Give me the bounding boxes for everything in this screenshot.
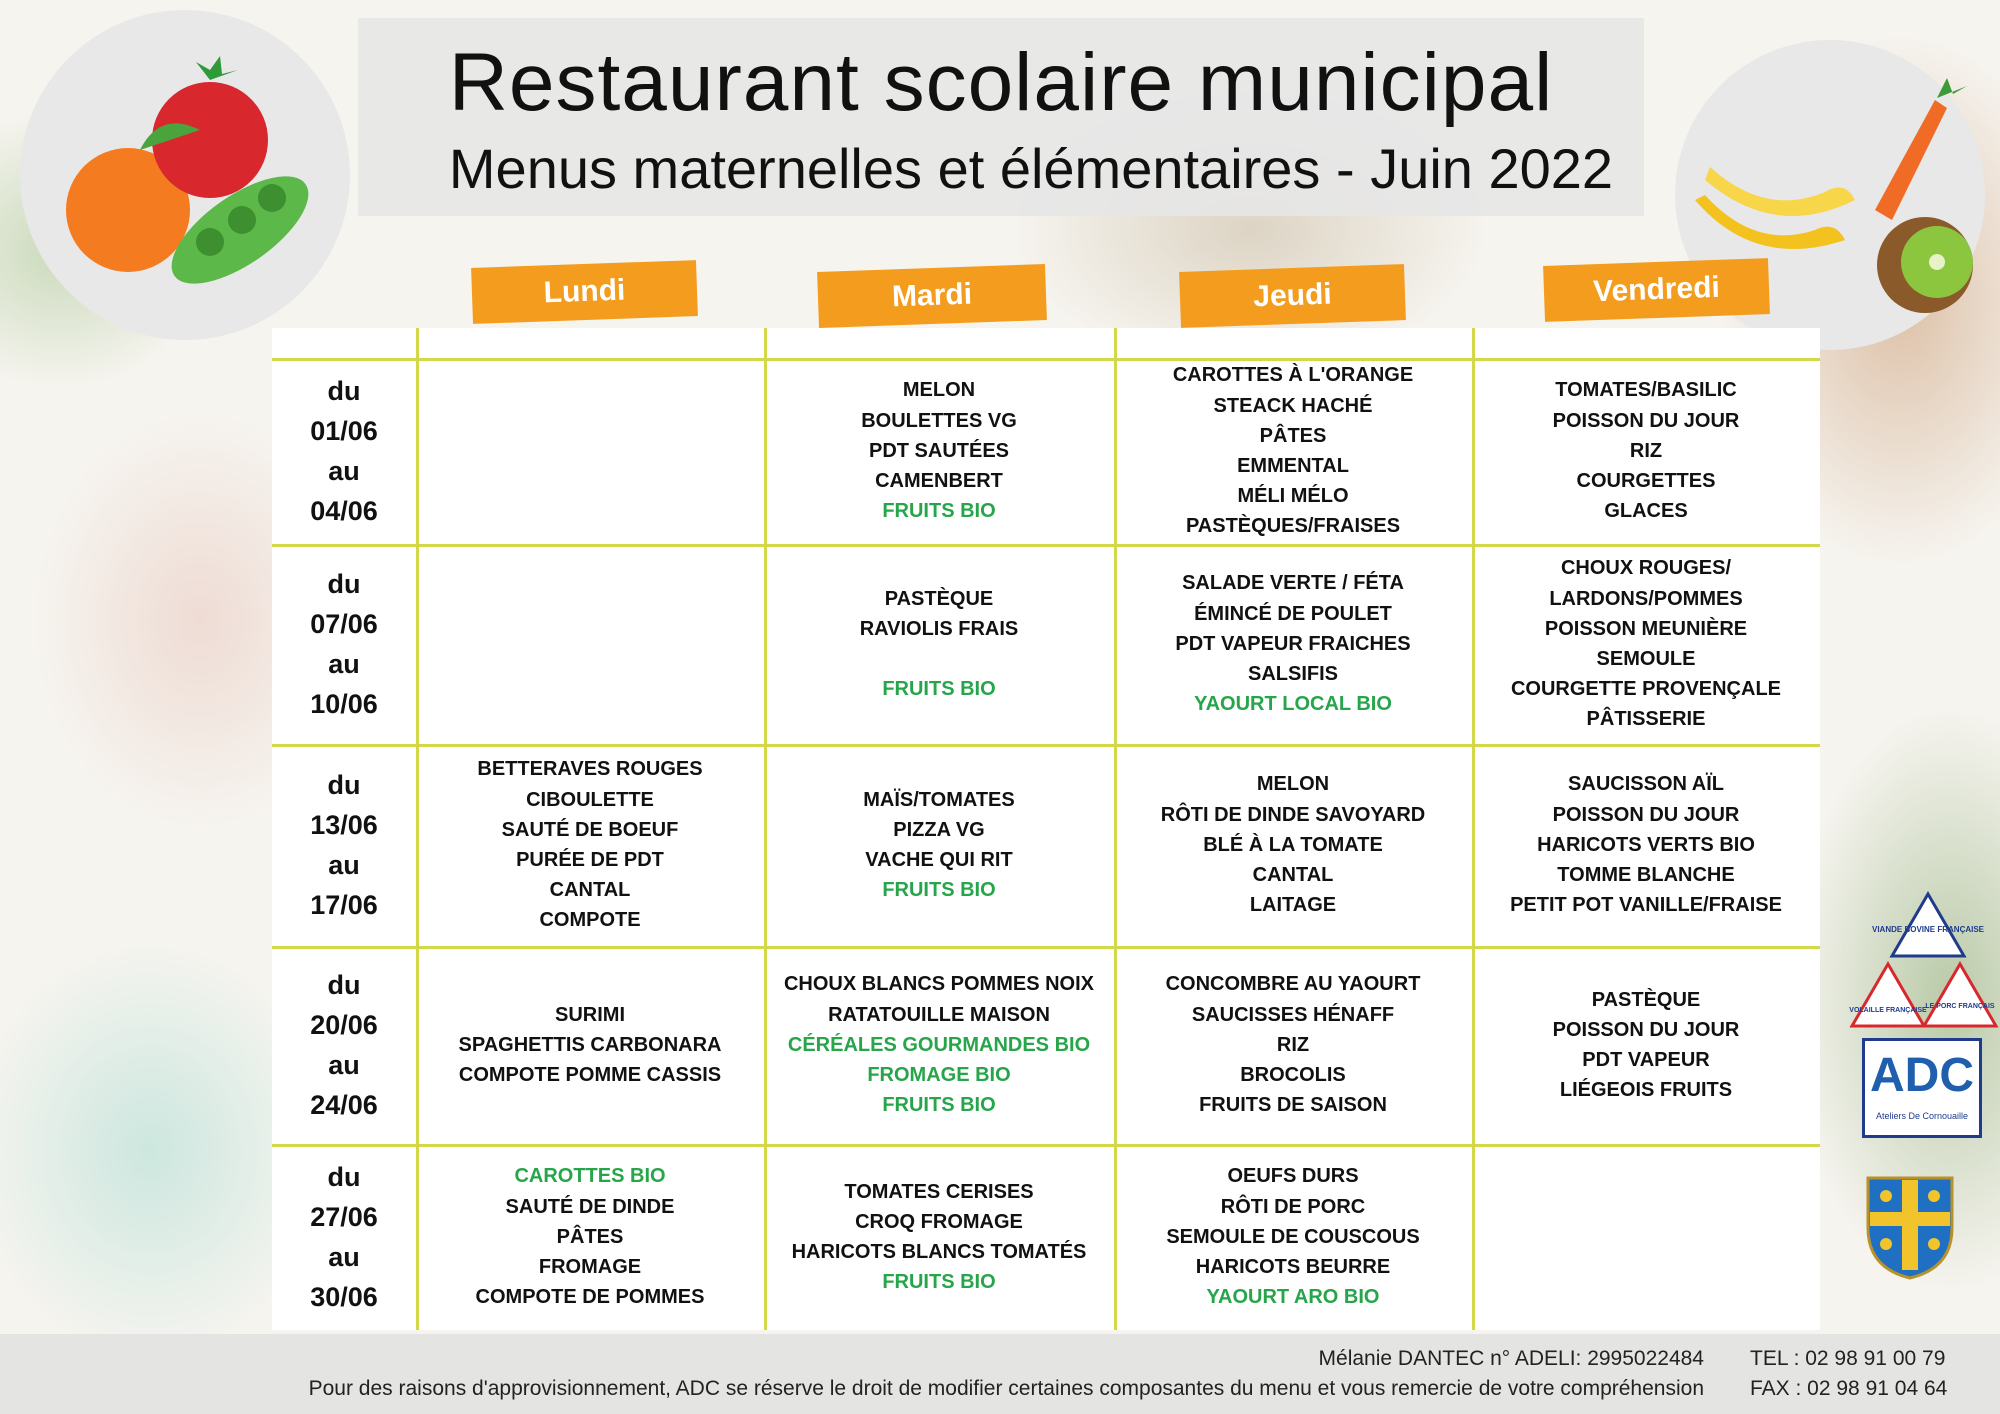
menu-item: CANTAL — [1252, 864, 1334, 887]
menu-item: RIZ — [1276, 1033, 1310, 1056]
menu-item: SAUCISSES HÉNAFF — [1191, 1003, 1395, 1026]
menu-cell-lundi — [416, 358, 764, 544]
menu-item: SURIMI — [555, 1003, 625, 1026]
menu-item: CROQ FROMAGE — [855, 1210, 1023, 1233]
menu-cell-jeudi — [1114, 544, 1472, 744]
porc-label: LE PORC FRANÇAIS — [1925, 1003, 1995, 1010]
week-end: 04/06 — [310, 496, 378, 526]
menu-item — [936, 644, 942, 674]
week-start: 20/06 — [310, 1010, 378, 1040]
day-label: Jeudi — [1252, 277, 1333, 314]
week-du: du — [327, 376, 361, 406]
week-end: 10/06 — [310, 689, 378, 719]
menu-item: BLÉ À LA TOMATE — [1203, 833, 1383, 856]
footer-left — [309, 1344, 1704, 1404]
menu-item: TOMME BLANCHE — [1557, 864, 1735, 887]
week-start: 27/06 — [310, 1202, 378, 1232]
menu-item: SPAGHETTIS CARBONARA — [458, 1033, 722, 1056]
menu-item: FRUITS BIO — [882, 500, 996, 523]
menu-item: SEMOULE DE COUSCOUS — [1166, 1225, 1420, 1248]
menu-item: HARICOTS BLANCS TOMATÉS — [791, 1241, 1087, 1263]
menu-item: YAOURT LOCAL BIO — [1194, 693, 1392, 716]
page-subtitle: Menus maternelles et élémentaires - Juin 2022 — [448, 137, 1614, 200]
week-du: du — [327, 770, 361, 800]
week-au: au — [328, 1050, 360, 1080]
week-end: 30/06 — [310, 1282, 378, 1312]
week-au: au — [328, 850, 360, 880]
menu-cell-mardi — [764, 946, 1114, 1144]
title-banner — [358, 18, 1644, 216]
viande-bovine-francaise-logo — [1871, 890, 1985, 960]
menu-cell-vendredi — [1472, 358, 1820, 544]
menu-item: CAMENBERT — [875, 470, 1003, 493]
menu-item: CHOUX BLANCS POMMES NOIX — [783, 973, 1095, 996]
phone-number: TEL : 02 98 91 00 79 — [1750, 1347, 1946, 1370]
menu-item: MELON — [902, 379, 976, 402]
week-start: 13/06 — [310, 810, 378, 840]
menu-cell-mardi — [764, 1144, 1114, 1330]
menu-item: SEMOULE — [1596, 648, 1696, 670]
menu-item: POISSON DU JOUR — [1552, 803, 1740, 826]
menu-item: SAUTÉ DE DINDE — [505, 1195, 675, 1218]
menu-cell-vendredi — [1472, 1144, 1820, 1330]
menu-item: RÔTI DE PORC — [1220, 1195, 1366, 1218]
menu-item: FROMAGE BIO — [867, 1064, 1011, 1087]
adc-logo — [1862, 1038, 1982, 1138]
menu-item: CAROTTES BIO — [514, 1165, 666, 1188]
menu-item: FROMAGE — [538, 1256, 642, 1279]
menu-item: YAOURT ARO BIO — [1206, 1286, 1380, 1309]
menu-item: FRUITS BIO — [882, 1094, 996, 1117]
menu-item: FRUITS BIO — [882, 879, 996, 902]
menu-item: PDT SAUTÉES — [868, 439, 1010, 462]
menu-cell-lundi — [416, 544, 764, 744]
menu-item: POISSON MEUNIÈRE — [1544, 617, 1748, 640]
menu-item: TOMATES/BASILIC — [1555, 379, 1737, 402]
menu-item: PÂTISSERIE — [1586, 708, 1706, 731]
menu-cell-jeudi — [1114, 744, 1472, 946]
day-label: Lundi — [543, 273, 626, 310]
menu-cell-mardi — [764, 544, 1114, 744]
menu-cell-lundi — [416, 744, 764, 946]
footer-contact — [1750, 1344, 1947, 1404]
menu-item: HARICOTS BEURRE — [1195, 1256, 1391, 1279]
menu-cell-lundi — [416, 1144, 764, 1330]
menu-item: POISSON DU JOUR — [1552, 1018, 1740, 1041]
menu-item: CANTAL — [549, 879, 631, 902]
menu-item: CIBOULETTE — [526, 788, 654, 811]
week-du: du — [327, 569, 361, 599]
adc-logo-subtitle: Ateliers De Cornouaille — [1875, 1111, 1969, 1121]
menu-item: HARICOTS VERTS BIO — [1537, 833, 1755, 856]
adc-logo-text: ADC — [1870, 1049, 1974, 1102]
page-title: Restaurant scolaire municipal — [448, 37, 1554, 128]
menu-item: CÉRÉALES GOURMANDES BIO — [787, 1033, 1091, 1056]
menu-item: RATATOUILLE MAISON — [828, 1003, 1050, 1026]
menu-item: TOMATES CERISES — [844, 1180, 1034, 1203]
menu-item: CAROTTES À L'ORANGE — [1172, 364, 1414, 387]
menu-item: BETTERAVES ROUGES — [477, 758, 703, 781]
menu-item: LAITAGE — [1249, 894, 1337, 917]
menu-cell-vendredi — [1472, 544, 1820, 744]
week-end: 17/06 — [310, 890, 378, 920]
menu-item: CHOUX ROUGES/ — [1560, 557, 1732, 580]
week-au: au — [328, 649, 360, 679]
menu-item: PDT VAPEUR — [1582, 1049, 1710, 1071]
menu-cell-vendredi — [1472, 946, 1820, 1144]
menu-cell-jeudi — [1114, 358, 1472, 544]
menu-item: EMMENTAL — [1237, 455, 1349, 477]
menu-item: FRUITS DE SAISON — [1199, 1094, 1387, 1117]
menu-item: BROCOLIS — [1240, 1064, 1346, 1087]
week-label — [272, 965, 416, 1125]
menu-item: SALSIFIS — [1247, 663, 1338, 686]
day-header-mardi — [817, 264, 1047, 328]
week-label — [272, 564, 416, 724]
menu-item: COMPOTE DE POMMES — [475, 1286, 705, 1309]
menu-item: OEUFS DURS — [1227, 1165, 1359, 1188]
week-label — [272, 371, 416, 531]
menu-item: VACHE QUI RIT — [865, 849, 1013, 871]
dietitian-info: Mélanie DANTEC n° ADELI: 2995022484 — [1318, 1347, 1704, 1370]
week-start: 07/06 — [310, 609, 378, 639]
disclaimer-text: Pour des raisons d'approvisionnement, ADC se réserve le droit de modifier certaines composantes du menu et vous remercie de votre compréhension — [308, 1377, 1704, 1400]
menu-item: PETIT POT VANILLE/FRAISE — [1510, 894, 1782, 917]
menu-cell-lundi — [416, 946, 764, 1144]
menu-item: GLACES — [1604, 500, 1688, 523]
menu-item: SALADE VERTE / FÉTA — [1182, 572, 1404, 595]
menu-item: LARDONS/POMMES — [1549, 587, 1743, 610]
menu-cell-mardi — [764, 358, 1114, 544]
week-au: au — [328, 1242, 360, 1272]
week-label — [272, 765, 416, 925]
menu-item: PÂTES — [556, 1225, 624, 1248]
fax-number: FAX : 02 98 91 04 64 — [1750, 1377, 1948, 1400]
fruit-illustration-left — [20, 10, 350, 340]
menu-item: LIÉGEOIS FRUITS — [1559, 1079, 1733, 1102]
menu-item: PASTÈQUE — [1591, 988, 1701, 1011]
menu-item: COURGETTES — [1576, 470, 1716, 493]
day-label: Mardi — [891, 277, 973, 314]
menu-cell-jeudi — [1114, 946, 1472, 1144]
menu-item: RIZ — [1629, 439, 1663, 462]
week-end: 24/06 — [310, 1090, 378, 1120]
menu-item: COURGETTE PROVENÇALE — [1510, 678, 1782, 701]
volaille-label: VOLAILLE FRANÇAISE — [1849, 1007, 1927, 1014]
footer — [0, 1334, 2000, 1414]
menu-item: STEACK HACHÉ — [1213, 394, 1373, 417]
menu-item: PDT VAPEUR FRAICHES — [1175, 632, 1411, 655]
menu-item: ÉMINCÉ DE POULET — [1194, 602, 1392, 625]
menu-cell-vendredi — [1472, 744, 1820, 946]
menu-item: PIZZA VG — [893, 818, 985, 841]
menu-item: RAVIOLIS FRAIS — [859, 617, 1019, 640]
menu-item: MÉLI MÉLO — [1237, 485, 1349, 508]
menu-item: MAÏS/TOMATES — [863, 788, 1015, 811]
menu-item: BOULETTES VG — [861, 409, 1017, 432]
day-header-jeudi — [1179, 264, 1406, 328]
menu-item: COMPOTE POMME CASSIS — [458, 1064, 722, 1087]
menu-item: PURÉE DE PDT — [516, 849, 664, 871]
menu-item: PASTÈQUES/FRAISES — [1185, 515, 1401, 538]
fruits-icon — [20, 10, 350, 340]
week-du: du — [327, 1162, 361, 1192]
menu-table — [272, 328, 1820, 1330]
volaille-francaise-logo — [1848, 960, 1928, 1030]
menu-item: CONCOMBRE AU YAOURT — [1165, 973, 1421, 996]
menu-item: PÂTES — [1259, 424, 1327, 447]
day-header-lundi — [471, 260, 698, 324]
menu-item: COMPOTE — [539, 909, 641, 932]
viande-label: VIANDE BOVINE FRANÇAISE — [1871, 925, 1985, 934]
week-start: 01/06 — [310, 416, 378, 446]
porc-francais-logo — [1920, 960, 2000, 1030]
menu-item: RÔTI DE DINDE SAVOYARD — [1160, 803, 1426, 826]
town-crest-logo — [1862, 1172, 1958, 1282]
week-du: du — [327, 970, 361, 1000]
menu-item: SAUTÉ DE BOEUF — [501, 818, 679, 841]
menu-item: POISSON DU JOUR — [1552, 409, 1740, 432]
day-label: Vendredi — [1592, 270, 1721, 309]
day-header-vendredi — [1543, 258, 1770, 322]
menu-cell-jeudi — [1114, 1144, 1472, 1330]
menu-item: FRUITS BIO — [882, 678, 996, 701]
menu-item: SAUCISSON AÏL — [1568, 773, 1724, 796]
menu-cell-mardi — [764, 744, 1114, 946]
menu-item: PASTÈQUE — [884, 587, 994, 610]
week-au: au — [328, 456, 360, 486]
menu-item: FRUITS BIO — [882, 1271, 996, 1294]
menu-item: MELON — [1256, 773, 1330, 796]
week-label — [272, 1157, 416, 1317]
